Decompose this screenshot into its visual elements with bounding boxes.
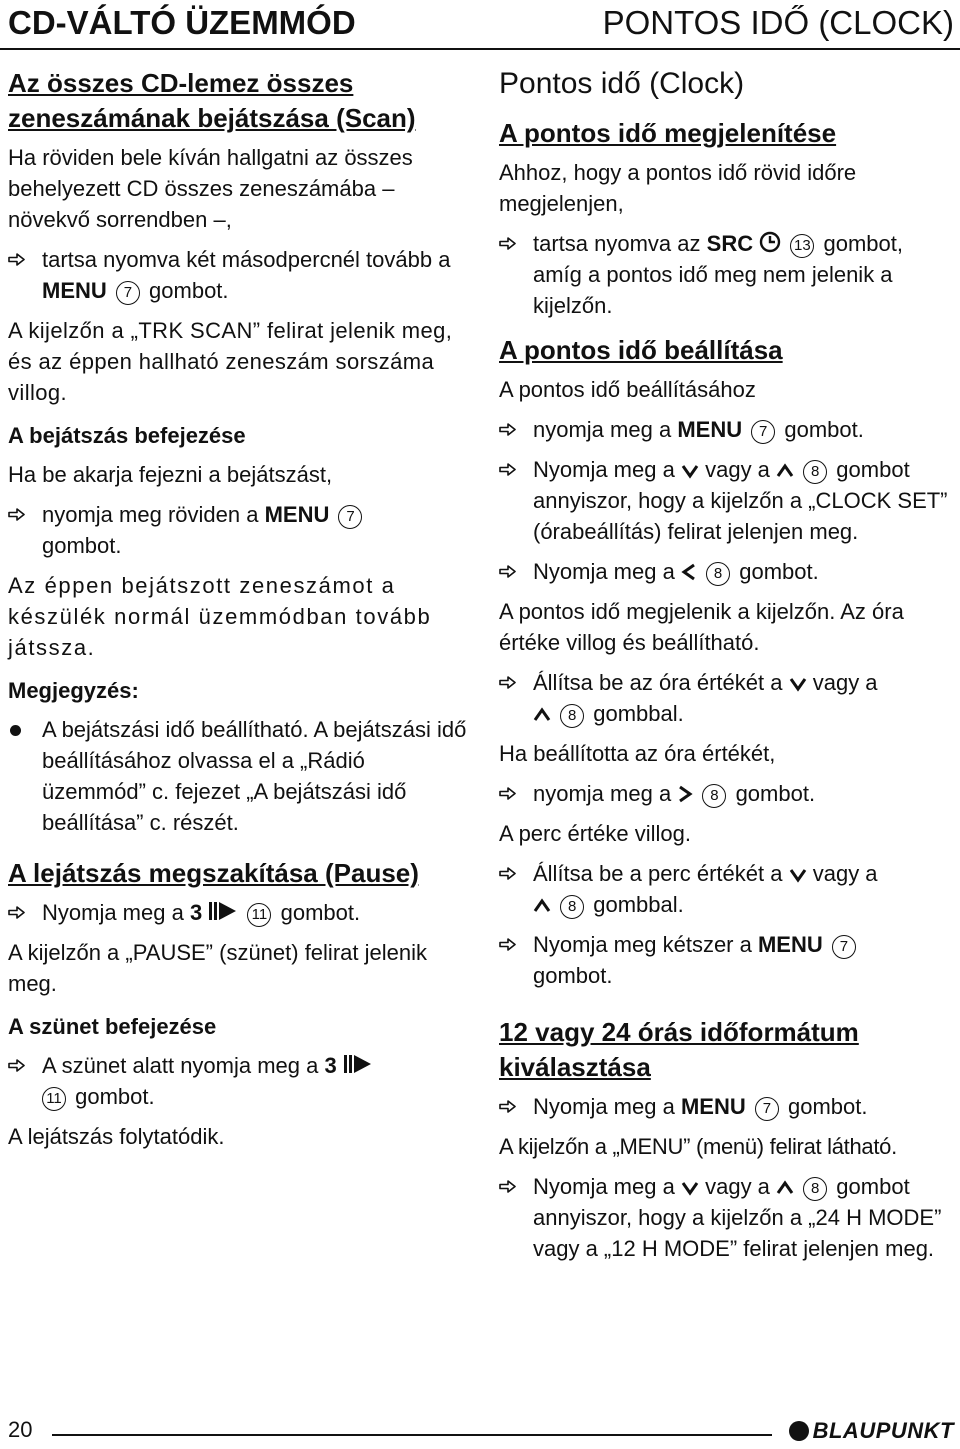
arrow-right-outline-icon	[499, 463, 516, 476]
step-set-2: Nyomja meg a vagy a 8 gombot annyiszor, hogy a kijelzőn a „CLOCK SET” (órabeállítás) felirat jelenjen meg.	[499, 454, 955, 547]
button-number-badge: 7	[832, 935, 856, 959]
arrow-right-outline-icon	[8, 508, 25, 521]
step-end-pause: A szünet alatt nyomja meg a 3 11 gombot.	[8, 1050, 470, 1112]
set-clock-intro: A pontos idő beállításához	[499, 377, 756, 402]
menu-button-label: MENU	[757, 932, 823, 957]
brand-name: BLAUPUNKT	[812, 1418, 954, 1443]
scan-display-text: A kijelzőn a „TRK SCAN” felirat jelenik meg, és az éppen hallható zeneszám sorszáma villog.	[8, 318, 453, 405]
arrow-right-outline-icon	[499, 867, 516, 880]
arrow-right-outline-icon	[8, 1059, 25, 1072]
menu-button-label: MENU	[680, 1094, 746, 1119]
button-number-badge: 8	[803, 1177, 827, 1201]
play-pause-icon	[208, 900, 238, 922]
arrow-right-outline-icon	[499, 423, 516, 436]
play-pause-button-label: 3	[189, 900, 203, 925]
chevron-up-icon	[776, 1180, 794, 1196]
step-end-scan: nyomja meg röviden a MENU 7 gombot.	[8, 499, 470, 561]
show-clock-intro: Ahhoz, hogy a pontos idő rövid időre megjelenjen,	[499, 160, 857, 216]
heading-end-pause: A szünet befejezése	[8, 1014, 217, 1039]
arrow-right-outline-icon	[499, 565, 516, 578]
arrow-right-outline-icon	[8, 253, 25, 266]
clock-icon	[759, 231, 781, 253]
heading-pause: A lejátszás megszakítása (Pause)	[8, 858, 419, 888]
section-title-clock: PONTOS IDŐ (CLOCK)	[602, 4, 954, 41]
chevron-down-icon	[681, 463, 699, 479]
arrow-right-outline-icon	[499, 1100, 516, 1113]
chevron-up-icon	[533, 898, 551, 914]
right-column	[499, 66, 955, 1273]
menu-button-label: MENU	[42, 278, 107, 303]
pause-display-text: A kijelzőn a „PAUSE” (szünet) felirat jelenik meg.	[8, 940, 427, 996]
arrow-right-outline-icon	[499, 938, 516, 951]
footer-rule	[52, 1434, 772, 1436]
end-scan-intro: Ha be akarja fejezni a bejátszást,	[8, 462, 333, 487]
step-set-7: Nyomja meg kétszer a MENU 7 gombot.	[499, 929, 955, 991]
set-clock-text-2: Ha beállította az óra értékét,	[499, 741, 776, 766]
heading-end-scan: A bejátszás befejezése	[8, 423, 246, 448]
step-set-4: Állítsa be az óra értékét a vagy a 8 gombbal.	[499, 667, 955, 729]
left-column	[8, 66, 470, 1161]
format-display-text: A kijelzőn a „MENU” (menü) felirat látható.	[499, 1134, 897, 1159]
menu-button-label: MENU	[677, 417, 743, 442]
button-number-badge: 8	[560, 895, 584, 919]
heading-clock: Pontos idő (Clock)	[499, 67, 745, 100]
step-format-2: Nyomja meg a vagy a 8 gombot annyiszor, hogy a kijelzőn a „24 H MODE” vagy a „12 H MODE” felirat jelenjen meg.	[499, 1171, 955, 1264]
button-number-badge: 11	[247, 903, 271, 927]
button-number-badge: 7	[338, 505, 362, 529]
chevron-right-icon	[677, 785, 693, 803]
chevron-down-icon	[681, 1180, 699, 1196]
step-scan: tartsa nyomva két másodpercnél tovább a MENU 7 gombot.	[8, 244, 470, 306]
chevron-down-icon	[789, 867, 807, 883]
header-rule	[0, 48, 960, 50]
bullet-icon	[10, 725, 21, 736]
step-pause: Nyomja meg a 3 11 gombot.	[8, 897, 470, 928]
arrow-right-outline-icon	[499, 1180, 516, 1193]
chevron-up-icon	[533, 707, 551, 723]
step-set-6: Állítsa be a perc értékét a vagy a 8 gombbal.	[499, 858, 955, 920]
end-scan-text: Az éppen bejátszott zeneszámot a készülék normál üzemmódban tovább játssza.	[8, 573, 432, 660]
button-number-badge: 7	[116, 281, 140, 305]
button-number-badge: 8	[560, 704, 584, 728]
arrow-right-outline-icon	[8, 906, 25, 919]
play-pause-icon	[343, 1053, 373, 1075]
page-number: 20	[8, 1417, 33, 1442]
arrow-right-outline-icon	[499, 237, 516, 250]
button-number-badge: 8	[803, 460, 827, 484]
chevron-left-icon	[681, 563, 697, 581]
brand-logo	[789, 1418, 954, 1444]
end-pause-text: A lejátszás folytatódik.	[8, 1124, 225, 1149]
button-number-badge: 7	[755, 1097, 779, 1121]
heading-scan: Az összes CD-lemez összes zeneszámának bejátszása (Scan)	[8, 68, 416, 133]
src-button-label: SRC	[706, 231, 754, 256]
arrow-right-outline-icon	[499, 676, 516, 689]
chevron-up-icon	[776, 463, 794, 479]
step-show-clock: tartsa nyomva az SRC 13 gombot, amíg a pontos idő meg nem jelenik a kijelzőn.	[499, 228, 955, 321]
brand-dot-icon	[789, 1421, 809, 1441]
button-number-badge: 8	[702, 784, 726, 808]
section-title-cd-changer: CD-VÁLTÓ ÜZEMMÓD	[8, 4, 356, 41]
scan-intro: Ha röviden bele kíván hallgatni az összes behelyezett CD összes zeneszámába – növekvő sorrendben –,	[8, 145, 413, 232]
heading-show-clock: A pontos idő megjelenítése	[499, 118, 837, 148]
step-set-1: nyomja meg a MENU 7 gombot.	[499, 414, 955, 445]
set-clock-text-3: A perc értéke villog.	[499, 821, 691, 846]
step-set-5: nyomja meg a 8 gombot.	[499, 778, 955, 809]
note-item: A bejátszási idő beállítható. A bejátszási idő beállításához olvassa el a „Rádió üzemmód” c. fejezet „A bejátszási idő beállítása” c. részét.	[8, 714, 470, 838]
button-number-badge: 8	[706, 562, 730, 586]
set-clock-text-1: A pontos idő megjelenik a kijelzőn. Az óra értéke villog és beállítható.	[499, 599, 904, 655]
step-set-3: Nyomja meg a 8 gombot.	[499, 556, 955, 587]
heading-set-clock: A pontos idő beállítása	[499, 335, 783, 365]
step-format-1: Nyomja meg a MENU 7 gombot.	[499, 1091, 955, 1122]
button-number-badge: 7	[751, 420, 775, 444]
menu-button-label: MENU	[264, 502, 330, 527]
button-number-badge: 11	[42, 1087, 66, 1111]
heading-note: Megjegyzés:	[8, 678, 139, 703]
chevron-down-icon	[789, 676, 807, 692]
play-pause-button-label: 3	[324, 1053, 337, 1078]
heading-time-format: 12 vagy 24 órás időformátum kiválasztása	[499, 1017, 859, 1082]
button-number-badge: 13	[790, 234, 814, 258]
arrow-right-outline-icon	[499, 787, 516, 800]
